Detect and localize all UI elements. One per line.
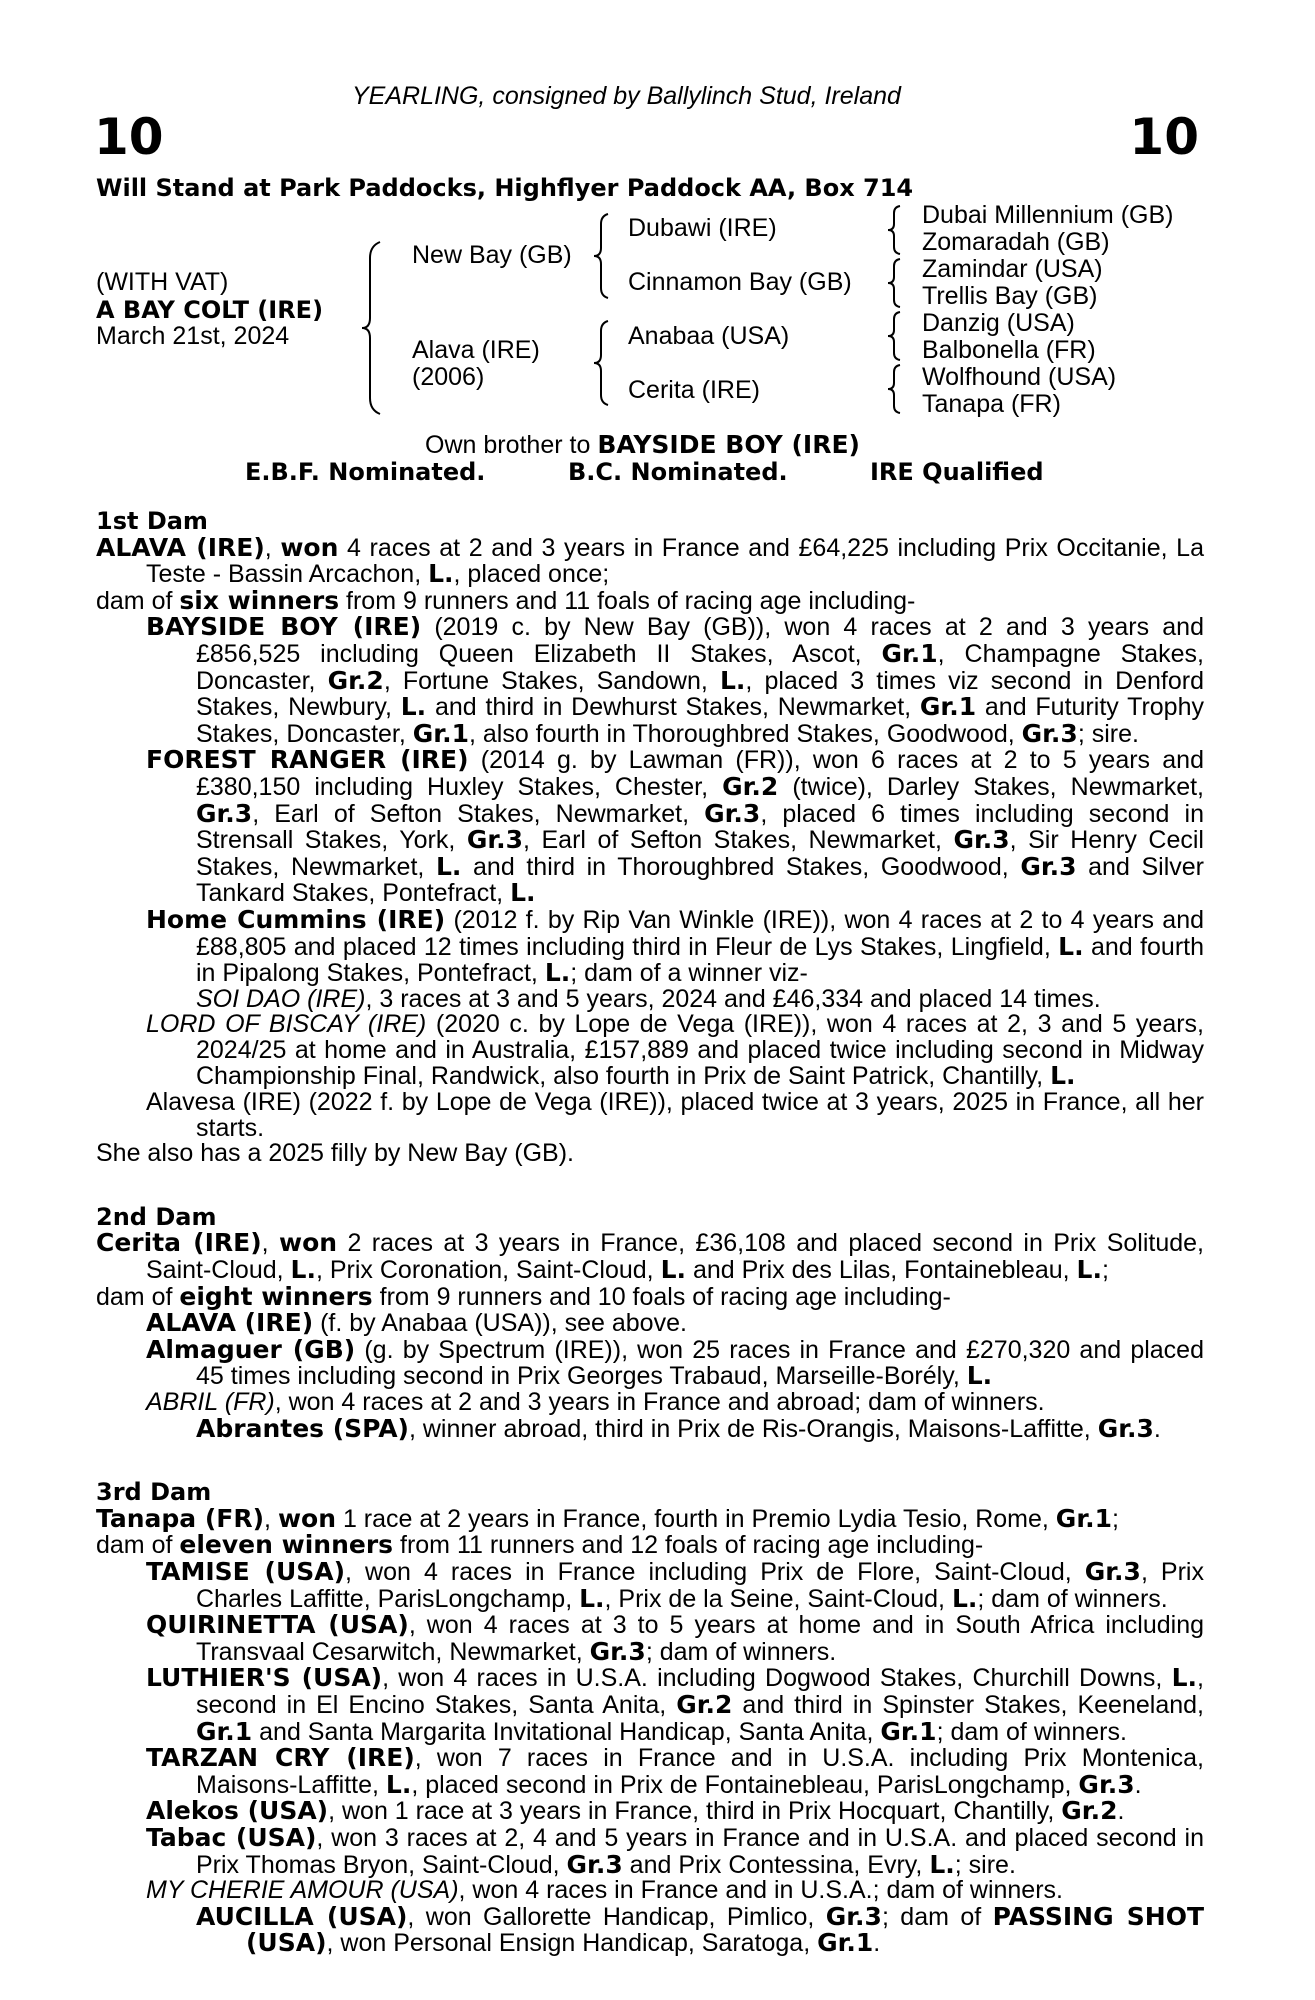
produce-soi-dao: SOI DAO (IRE), 3 races at 3 and 5 years, 2024 and £46,334 and placed 14 times. (196, 984, 1101, 1013)
pedigree-dsd: Balbonella (FR) (922, 336, 1096, 364)
pedigree-brace-main (360, 238, 390, 418)
pedigree-dam-year: (2006) (412, 363, 485, 391)
pedigree-dds: Wolfhound (USA) (922, 363, 1117, 391)
pedigree-brace-sire (592, 210, 616, 302)
produce-lord-of-biscay: LORD OF BISCAY (IRE) (2020 c. by Lope de Vega (IRE)), won 4 races at 2, 3 and 5 years, 2024/25 at home and in Australia, £157,889 and placed twice including second in Midway Championship Final, Randwick, also fourth in Prix de Saint Patrick, Chantilly, L. (146, 1010, 1204, 1091)
ire-qualified: IRE Qualified (870, 458, 1044, 486)
catalogue-body (96, 509, 1204, 1957)
pedigree-ddd: Tanapa (FR) (922, 390, 1061, 418)
produce-bayside-boy: BAYSIDE BOY (IRE) (2019 c. by New Bay (GB)), won 4 races at 2 and 3 years and £856,525 including Queen Elizabeth II Stakes, Ascot, Gr.1, Champagne Stakes, Doncaster, Gr.2, Fortune Stakes, Sandown, L., placed 3 times viz second in Denford Stakes, Newbury, L. and third in Dewhurst Stakes, Newmarket, Gr.1 and Futurity Trophy Stakes, Doncaster, Gr.1, also fourth in Thoroughbred Stakes, Goodwood, Gr.3; sire. (146, 612, 1205, 748)
horse-name: A BAY COLT (IRE) (96, 296, 324, 324)
pedigree-sire: New Bay (GB) (412, 241, 572, 269)
second-dam-heading: 2nd Dam (96, 1202, 217, 1231)
pedigree-sds: Zamindar (USA) (922, 255, 1103, 283)
lot-number-right: 10 (1129, 108, 1199, 166)
produce-my-cherie-amour: MY CHERIE AMOUR (USA), won 4 races in France and in U.S.A.; dam of winners. (146, 1876, 1063, 1905)
bc-nominated: B.C. Nominated. (568, 458, 788, 486)
produce-home-cummins: Home Cummins (IRE) (2012 f. by Rip Van Winkle (IRE)), won 4 races at 2 to 4 years and £88,805 and placed 12 times including third in Fleur de Lys Stakes, Lingfield, L. and fourth in Pipalong Stakes, Pontefract, L.; dam of a winner viz- (146, 904, 1205, 988)
produce-quirinetta: QUIRINETTA (USA), won 4 races at 3 to 5 years at home and in South Africa including Transvaal Cesarwitch, Newmarket, Gr.3; dam of winners. (146, 1610, 1204, 1666)
produce-forest-ranger: FOREST RANGER (IRE) (2014 g. by Lawman (FR)), won 6 races at 2 to 5 years and £380,150 including Huxley Stakes, Chester, Gr.2 (twice), Darley Stakes, Newmarket, Gr.3, Earl of Sefton Stakes, Newmarket, Gr.3, placed 6 times including second in Strensall Stakes, York, Gr.3, Earl of Sefton Stakes, Newmarket, Gr.3, Sir Henry Cecil Stakes, Newmarket, L. and third in Thoroughbred Stakes, Goodwood, Gr.3 and Silver Tankard Stakes, Pontefract, L. (146, 745, 1204, 908)
second-dam-produce-summary: dam of eight winners from 9 runners and 10 foals of racing age including- (96, 1281, 951, 1311)
second-dam-entry: Cerita (IRE), won 2 races at 3 years in France, £36,108 and placed second in Prix Solitude, Saint-Cloud, L., Prix Coronation, Saint-Cloud, L. and Prix des Lilas, Fontainebleau, L.; (96, 1228, 1204, 1285)
first-dam-entry: ALAVA (IRE), won 4 races at 2 and 3 years in France and £64,225 including Prix Occitanie, La Teste - Bassin Arcachon, L., placed once; (96, 532, 1204, 589)
pedigree-dam: Alava (IRE) (412, 336, 540, 364)
third-dam-produce-summary: dam of eleven winners from 11 runners and 12 foals of racing age including- (96, 1530, 984, 1560)
pedigree-brace-4 (886, 363, 908, 415)
pedigree-sdd: Trellis Bay (GB) (922, 282, 1098, 310)
produce-alavesa: Alavesa (IRE) (2022 f. by Lope de Vega (IRE)), placed twice at 3 years, 2025 in France, all her starts. (146, 1088, 1204, 1142)
produce-tamise: TAMISE (USA), won 4 races in France including Prix de Flore, Saint-Cloud, Gr.3, Prix Charles Laffitte, ParisLongchamp, L., Prix de la Seine, Saint-Cloud, L.; dam of winners. (146, 1556, 1204, 1613)
own-brother-line: Own brother to BAYSIDE BOY (IRE) (425, 430, 860, 459)
pedigree-dam-sire: Anabaa (USA) (628, 322, 790, 350)
stand-location: Will Stand at Park Paddocks, Highflyer Paddock AA, Box 714 (96, 174, 914, 202)
produce-luthiers: LUTHIER'S (USA), won 4 races in U.S.A. including Dogwood Stakes, Churchill Downs, L., second in El Encino Stakes, Santa Anita, Gr.2 and third in Spinster Stakes, Keeneland, Gr.1 and Santa Margarita Invitational Handicap, Santa Anita, Gr.1; dam of winners. (146, 1663, 1204, 1746)
pedigree-sss: Dubai Millennium (GB) (922, 201, 1174, 229)
pedigree-sire-sire: Dubawi (IRE) (628, 214, 777, 242)
first-dam-also-note: She also has a 2025 filly by New Bay (GB). (96, 1139, 575, 1168)
pedigree-brace-dam (592, 317, 616, 409)
produce-tabac: Tabac (USA), won 3 races at 2, 4 and 5 years in France and in U.S.A. and placed second in Prix Thomas Bryon, Saint-Cloud, Gr.3 and Prix Contessina, Evry, L.; sire. (146, 1822, 1204, 1879)
pedigree-dam-dam: Cerita (IRE) (628, 376, 760, 404)
pedigree-sire-dam: Cinnamon Bay (GB) (628, 268, 852, 296)
produce-aucilla: AUCILLA (USA), won Gallorette Handicap, Pimlico, Gr.3; dam of PASSING SHOT (USA), won Personal Ensign Handicap, Saratoga, Gr.1. (196, 1901, 1205, 1958)
vat-note: (WITH VAT) (96, 268, 229, 296)
third-dam-heading: 3rd Dam (96, 1478, 212, 1507)
produce-almaguer: Almaguer (GB) (g. by Spectrum (IRE)), won 25 races in France and £270,320 and placed 45 times including second in Prix Georges Trabaud, Marseille-Borély, L. (146, 1334, 1204, 1391)
pedigree-brace-2 (886, 257, 908, 309)
consignment-line: YEARLING, consigned by Ballylinch Stud, Ireland (352, 82, 901, 110)
pedigree-brace-1 (886, 204, 908, 256)
produce-tarzan-cry: TARZAN CRY (IRE), won 7 races in France and in U.S.A. including Prix Montenica, Maisons-Laffitte, L., placed second in Prix de Fontainebleau, ParisLongchamp, Gr.3. (146, 1743, 1204, 1799)
produce-abrantes: Abrantes (SPA), winner abroad, third in Prix de Ris-Orangis, Maisons-Laffitte, Gr.3. (196, 1413, 1161, 1443)
pedigree-dss: Danzig (USA) (922, 309, 1075, 337)
ebf-nominated: E.B.F. Nominated. (245, 458, 486, 486)
lot-number-left: 10 (94, 108, 164, 166)
produce-alekos: Alekos (USA), won 1 race at 3 years in France, third in Prix Hocquart, Chantilly, Gr.2. (146, 1796, 1125, 1826)
foaling-date: March 21st, 2024 (96, 322, 290, 350)
first-dam-produce-summary: dam of six winners from 9 runners and 11 foals of racing age including- (96, 585, 916, 615)
pedigree-brace-3 (886, 310, 908, 362)
third-dam-entry: Tanapa (FR), won 1 race at 2 years in France, fourth in Premio Lydia Tesio, Rome, Gr.1; (96, 1503, 1119, 1533)
produce-alava: ALAVA (IRE) (f. by Anabaa (USA)), see above. (146, 1308, 687, 1338)
pedigree-ssd: Zomaradah (GB) (922, 228, 1110, 256)
produce-abril: ABRIL (FR), won 4 races at 2 and 3 years in France and abroad; dam of winners. (146, 1388, 1045, 1416)
first-dam-heading: 1st Dam (96, 507, 208, 535)
